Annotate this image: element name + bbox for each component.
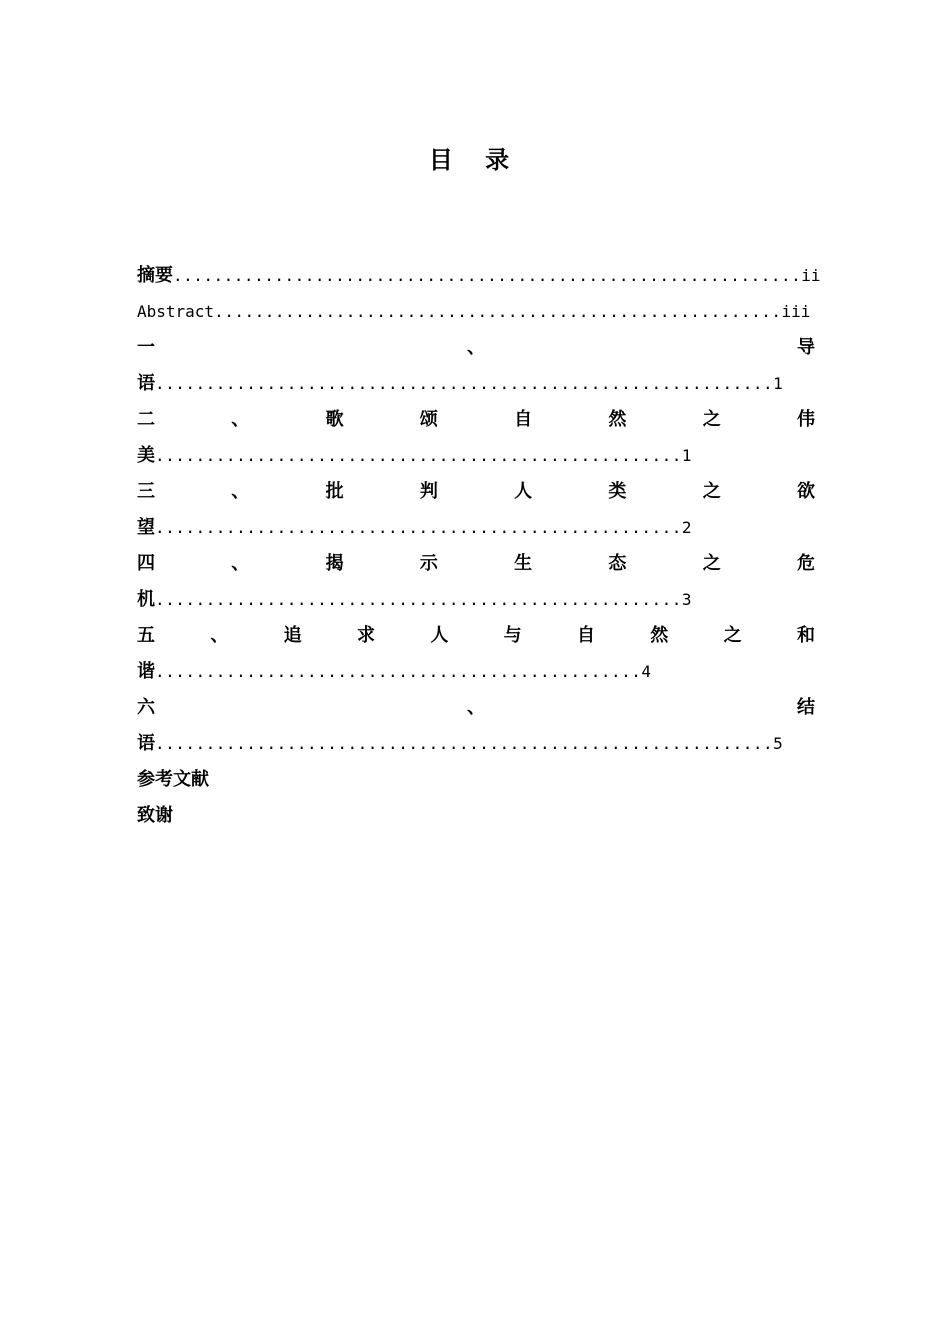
toc-char: 、 xyxy=(231,553,250,574)
toc-entry-heading-3-line-1[interactable] xyxy=(137,474,815,510)
toc-entry-heading-4-line-1[interactable] xyxy=(137,546,815,582)
toc-entry-abstract-en[interactable] xyxy=(137,294,815,330)
toc-label: 摘要 xyxy=(137,265,173,286)
toc-leader: ............................................................. xyxy=(155,734,774,753)
toc-leader: ............................................................. xyxy=(155,374,774,393)
toc-char: 批 xyxy=(325,481,344,502)
toc-char: 之 xyxy=(702,553,721,574)
toc-label: 美 xyxy=(137,445,155,466)
toc-leader: ................................................ xyxy=(155,662,642,681)
toc-entry-heading-3-line-2[interactable] xyxy=(137,510,815,546)
toc-char: 人 xyxy=(430,625,449,646)
toc-entry-heading-1-line-2[interactable] xyxy=(137,366,815,402)
toc-entry-heading-2-line-1[interactable] xyxy=(137,402,815,438)
toc-leader: .............................................................. xyxy=(173,266,802,285)
page-title: 目 录 xyxy=(428,146,522,174)
toc-char: 、 xyxy=(210,625,229,646)
toc-page-number: 1 xyxy=(681,446,692,465)
toc-char: 自 xyxy=(576,625,595,646)
toc-char: 示 xyxy=(419,553,438,574)
toc-entry-heading-2-line-2[interactable] xyxy=(137,438,815,474)
toc-leader: .................................................... xyxy=(155,518,682,537)
toc-label: 参考文献 xyxy=(137,769,209,790)
toc-char: 之 xyxy=(723,625,742,646)
toc-entry-heading-4-line-2[interactable] xyxy=(137,582,815,618)
toc-char: 五 xyxy=(137,625,155,646)
toc-page-number: iii xyxy=(781,302,811,321)
toc-entry-references[interactable] xyxy=(137,762,815,798)
toc-leader: .................................................... xyxy=(155,446,682,465)
toc-char: 求 xyxy=(356,625,375,646)
toc-char: 一 xyxy=(137,337,155,358)
toc-char: 二 xyxy=(137,409,155,430)
toc-char: 、 xyxy=(467,697,485,718)
toc-page-number: 3 xyxy=(681,590,692,609)
toc-leader: .................................................... xyxy=(155,590,682,609)
toc-label: 语 xyxy=(137,733,155,754)
toc-char: 人 xyxy=(514,481,533,502)
toc-entry-abstract-cn[interactable] xyxy=(137,258,821,294)
toc-char: 结 xyxy=(797,697,815,718)
toc-label: 语 xyxy=(137,373,155,394)
toc-char: 颂 xyxy=(419,409,438,430)
toc-char: 和 xyxy=(796,625,815,646)
toc-entry-heading-1-line-1[interactable] xyxy=(137,330,815,366)
toc-page-number: 4 xyxy=(641,662,652,681)
toc-entry-heading-6-line-2[interactable] xyxy=(137,726,815,762)
toc-char: 欲 xyxy=(796,481,815,502)
toc-char: 类 xyxy=(608,481,627,502)
toc-entry-heading-6-line-1[interactable] xyxy=(137,690,815,726)
toc-char: 揭 xyxy=(325,553,344,574)
toc-page-number: 2 xyxy=(681,518,692,537)
toc-label: 谐 xyxy=(137,661,155,682)
toc-char: 然 xyxy=(608,409,627,430)
toc-page-number: 5 xyxy=(773,734,783,753)
toc-char: 之 xyxy=(702,481,721,502)
toc-char: 危 xyxy=(796,553,815,574)
toc-entry-acknowledgements[interactable] xyxy=(137,798,815,834)
toc-entry-heading-5-line-1[interactable] xyxy=(137,618,815,654)
toc-char: 四 xyxy=(137,553,155,574)
toc-char: 之 xyxy=(702,409,721,430)
toc-char: 生 xyxy=(514,553,533,574)
toc-char: 导 xyxy=(797,337,815,358)
toc-char: 、 xyxy=(467,337,485,358)
toc-char: 然 xyxy=(650,625,669,646)
toc-char: 判 xyxy=(419,481,438,502)
toc-char: 自 xyxy=(514,409,533,430)
toc-label: 望 xyxy=(137,517,155,538)
toc-entry-heading-5-line-2[interactable] xyxy=(137,654,815,690)
toc-char: 六 xyxy=(137,697,155,718)
toc-char: 与 xyxy=(503,625,522,646)
toc-label: Abstract xyxy=(137,302,215,321)
toc-char: 、 xyxy=(231,481,250,502)
table-of-contents xyxy=(137,258,821,834)
toc-label: 致谢 xyxy=(137,805,173,826)
toc-char: 态 xyxy=(608,553,627,574)
toc-char: 追 xyxy=(283,625,302,646)
toc-char: 三 xyxy=(137,481,155,502)
toc-leader: ........................................................ xyxy=(214,302,782,321)
toc-char: 、 xyxy=(231,409,250,430)
toc-page-number: ii xyxy=(801,266,821,285)
toc-char: 歌 xyxy=(325,409,344,430)
toc-page-number: 1 xyxy=(773,374,783,393)
toc-char: 伟 xyxy=(796,409,815,430)
toc-label: 机 xyxy=(137,589,155,610)
